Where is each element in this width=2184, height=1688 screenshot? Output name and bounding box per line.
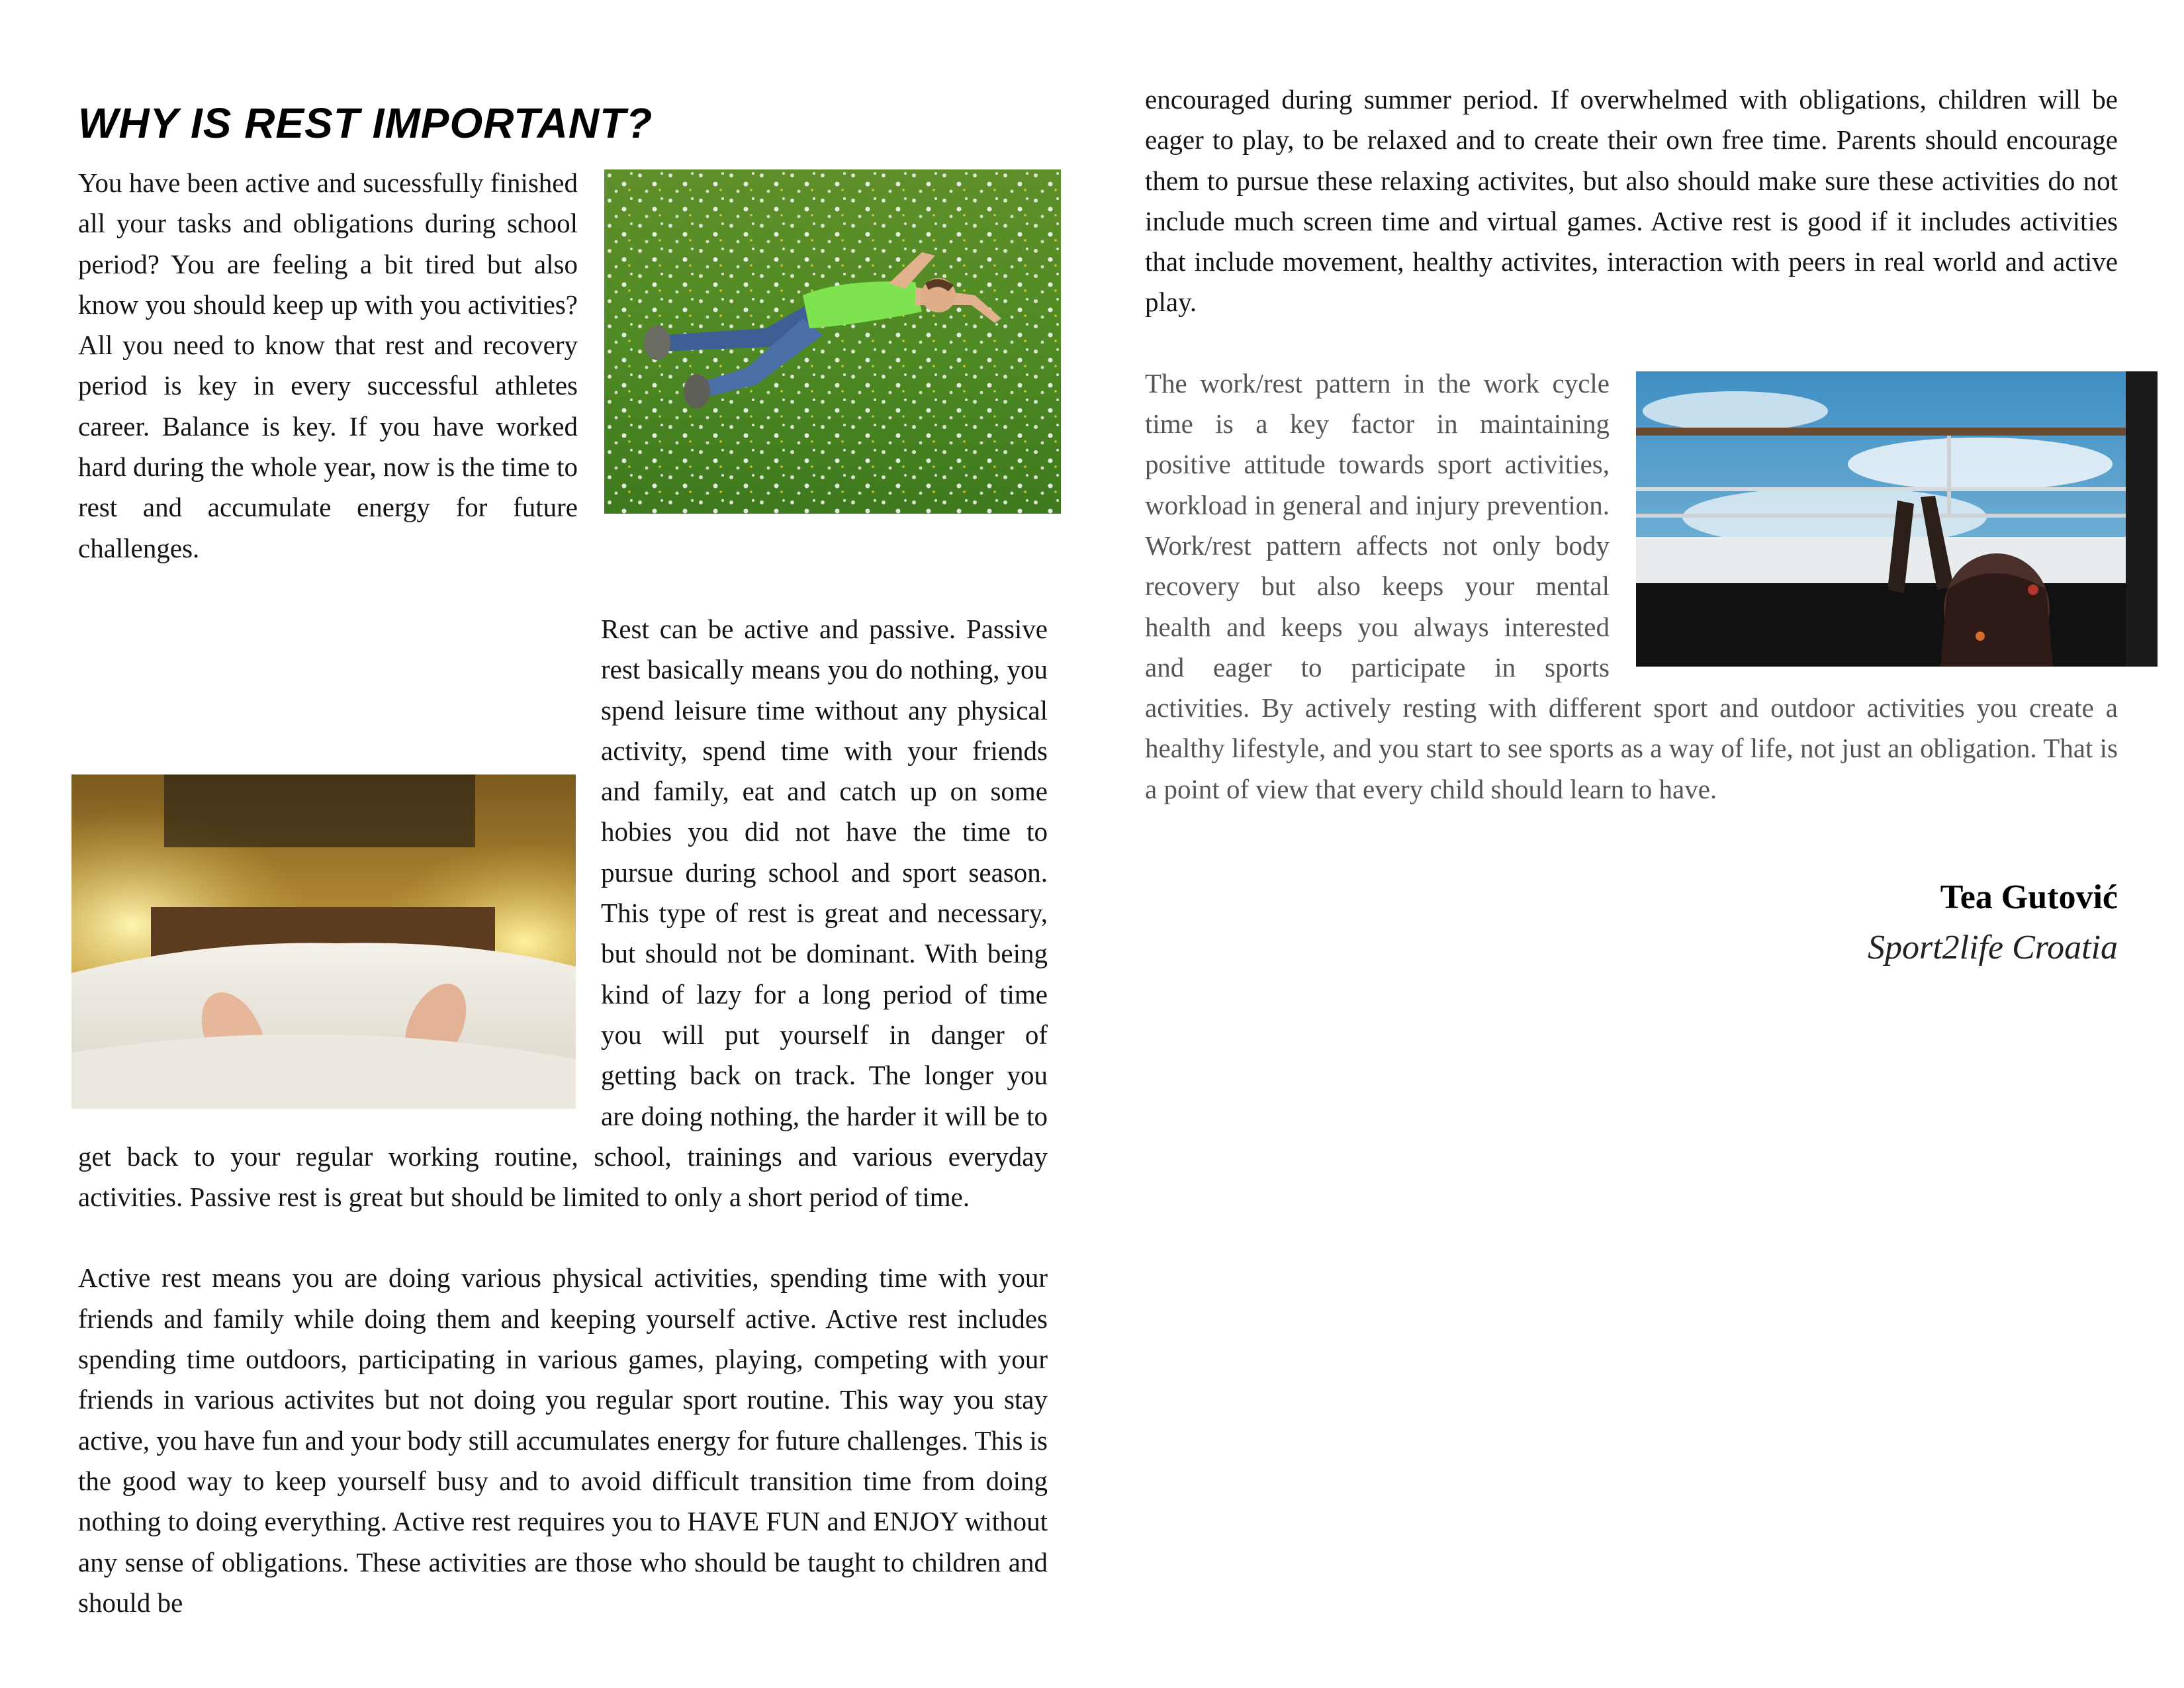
paragraph-work-rest: The work/rest pattern in the work cycle time is a key factor in maintaining positive attitude towards sport activities, workload in general and injury prevention. Work/rest pattern affects not only body recovery but also keeps your mental health and keeps you always interested and eager to participate in sports activities. By actively resting with different sport and outdoor activities you create a healthy lifestyle, and you start to see sports as a way of life, not just an obligation. That is a point of view that every child should learn to have. [1145,367,2118,804]
paragraph-passive-rest [78,609,1048,1217]
paragraph-gap [78,569,1048,609]
signature [1145,872,2118,973]
paragraph-summer: encouraged during summer period. If overwhelmed with obligations, children will be eager to play, to be relaxed and to create their own free time. Parents should encourage them to pursue these relaxing activites, but also should make sure these activities do not include much screen time and virtual games. Active rest is good if it includes activities that include movement, healthy activites, interaction with peers in real world and active play. [1145,84,2118,318]
paragraph-passive-rest-text: Rest can be active and passive. Passive rest basically means you do nothing, you spend leisure time without any physical activity, spend time with your friends and family, eat and catch up on some hobies you did not have the time to pursue during school and sport season. This type of rest is great and necessary, but should not be dominant. With being kind of lazy for a long period of time you will put yourself in danger of getting back on track. The longer you are doing nothing, the harder it will be to get back to your regular working routine, school, trainings and various everyday activities. Passive rest is great but should be limited to only a short period of time. [78,613,1048,1213]
author-name: Tea Gutović [1940,878,2118,917]
paragraph-intro: You have been active and sucessfully finished all your tasks and obligations during school period? You are feeling a bit tired but also know you should keep up with you activities? All you need to know that rest and recovery period is key in every successful athletes career. Balance is key. If you have worked hard during the whole year, now is the time to rest and accumulate energy for future challenges. [78,167,578,563]
paragraph-active-rest: Active rest means you are doing various physical activities, spending time with your friends and family while doing them and keeping yourself active. Active rest includes spending time outdoors, participating in various games, playing, competing with your friends in various activites but not doing you regular sport routine. This way you stay active, you have fun and your body still accumulates energy for future challenges. This is the good way to keep yourself busy and to avoid difficult transition time from doing nothing to doing everything. Active rest requires you to HAVE FUN and ENJOY without any sense of obligations. These activities are those who should be taught to children and should be [78,1262,1048,1618]
paragraph-gap [78,1217,1048,1258]
page-title: WHY IS REST IMPORTANT? [78,99,653,147]
left-column [78,79,1048,1623]
photo-girl-on-balcony [1636,371,2158,667]
right-column [1145,79,2118,973]
paragraph-gap [1145,323,2118,363]
author-organization: Sport2life Croatia [1868,929,2118,967]
photo-feet-on-bed [71,774,576,1109]
photo-man-lying-on-grass [604,169,1061,514]
